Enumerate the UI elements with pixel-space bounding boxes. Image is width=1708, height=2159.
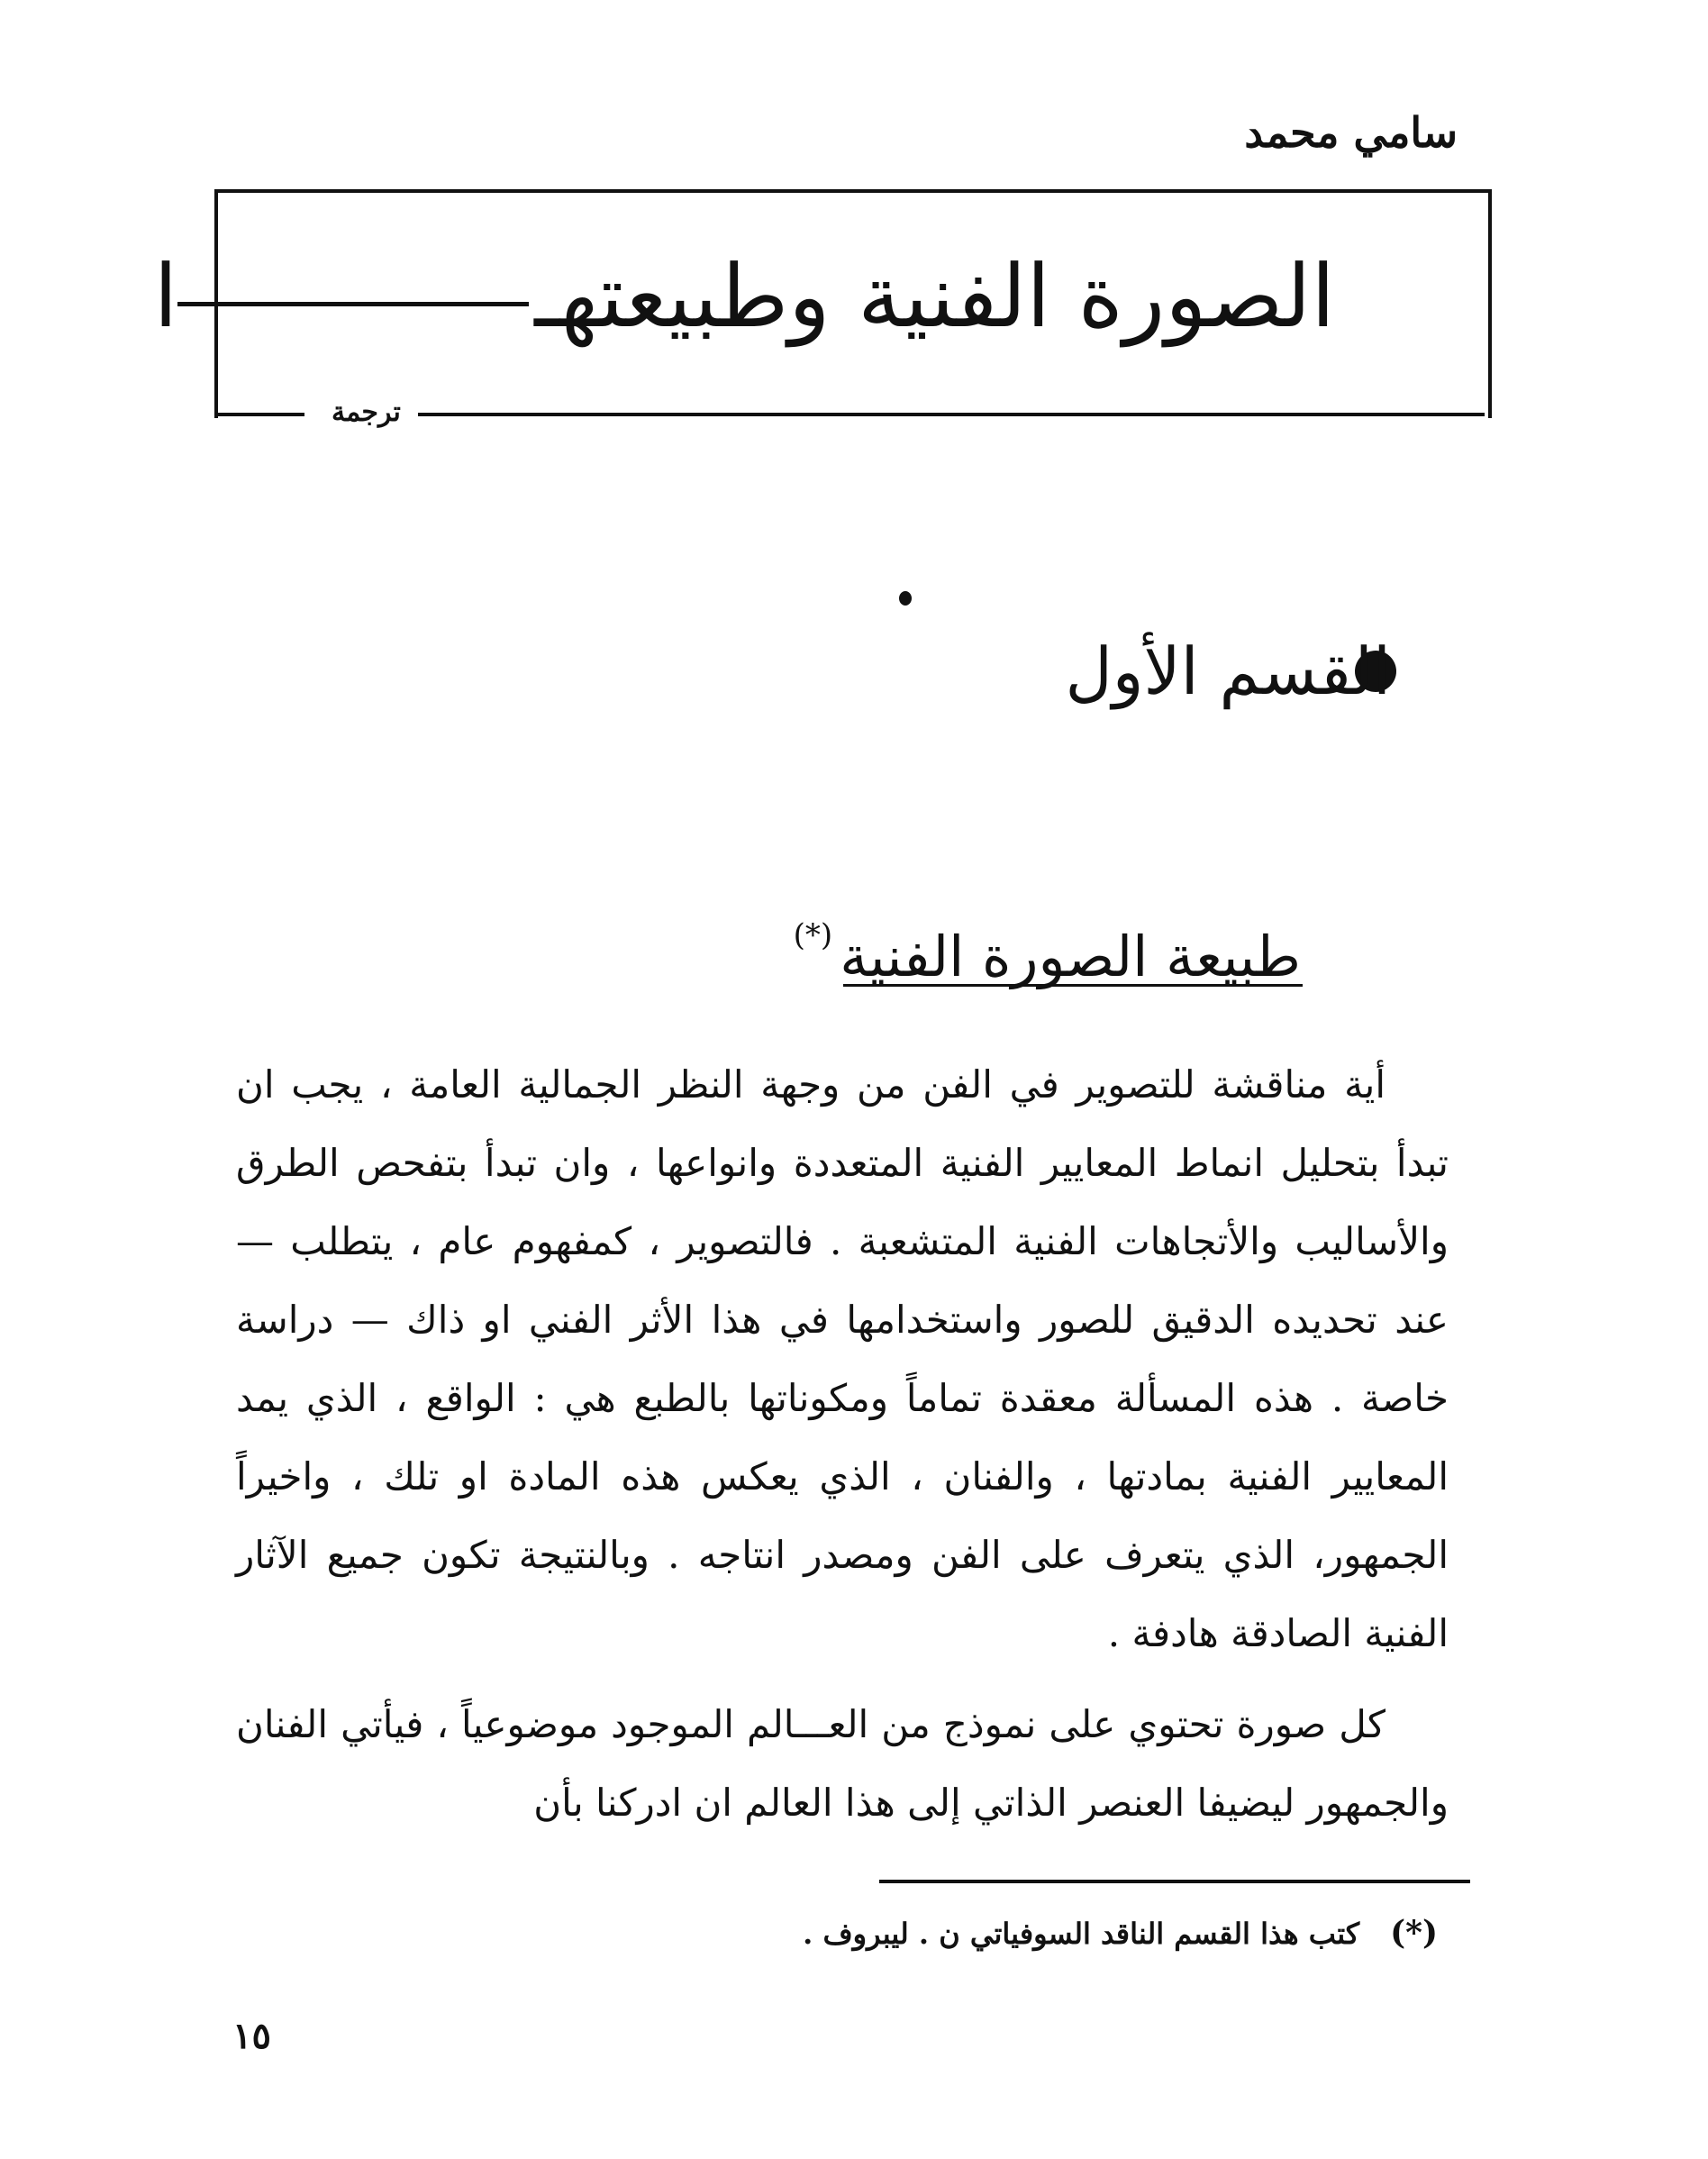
stray-dot [899,591,912,606]
title-end: ا [153,246,178,347]
title-frame-bottom-rule-right [418,413,1485,416]
subtitle-text: طبيعة الصورة الفنية [840,924,1301,989]
footnote-text: كتب هذا القسم الناقد السوفياتي ن . ليبروف . [803,1917,1360,1951]
article-title [154,238,1335,355]
paragraph-2: كل صورة تحتوي على نموذج من العـــالم الموجود موضوعياً ، فيأتي الفنان والجمهور ليضيفا العنصر الذاتي إلى هذا العالم ان ادركنا بأن [236,1702,1449,1825]
footnote-separator [879,1880,1470,1883]
footnote [803,1914,1438,1952]
article-body [236,1045,1449,1854]
page-number: ١٥ [232,2015,271,2057]
title-frame [153,189,1492,418]
title-frame-bottom-rule-left [214,413,304,416]
translation-label: ترجمة [332,396,401,428]
subtitle-footnote-marker: (*) [793,917,833,953]
subtitle-underline [843,984,1303,987]
title-kashida-line [177,302,529,306]
title-text: الصورة الفنية وطبيعتهـ [534,246,1335,347]
author-name: سامي محمد [1244,108,1458,157]
section-heading: القسم الأول [1065,633,1391,709]
paragraph-1: أية مناقشة للتصوير في الفن من وجهة النظر الجمالية العامة ، يجب ان تبدأ بتحليل انماط المعايير الفنية المتعددة وانواعها ، وان تبدأ بتفحص الطرق والأساليب والأتجاهات الفنية المتشعبة . فالتصوير ، كمفهوم عام ، يتطلب — عند تحديده الدقيق للصور واستخدامها في هذا الأثر الفني او ذاك — دراسة خاصة . هذه المسألة معقدة تماماً ومكوناتها بالطبع هي : الواقع ، الذي يمد المعايير الفنية بمادتها ، والفنان ، الذي يعكس هذه المادة او تلك ، واخيراً الجمهور، الذي يتعرف على الفن ومصدر انتاجه . وبالنتيجة تكون جميع الآثار الفنية الصادقة هادفة . [236,1062,1449,1655]
footnote-marker: (*) [1390,1914,1438,1952]
